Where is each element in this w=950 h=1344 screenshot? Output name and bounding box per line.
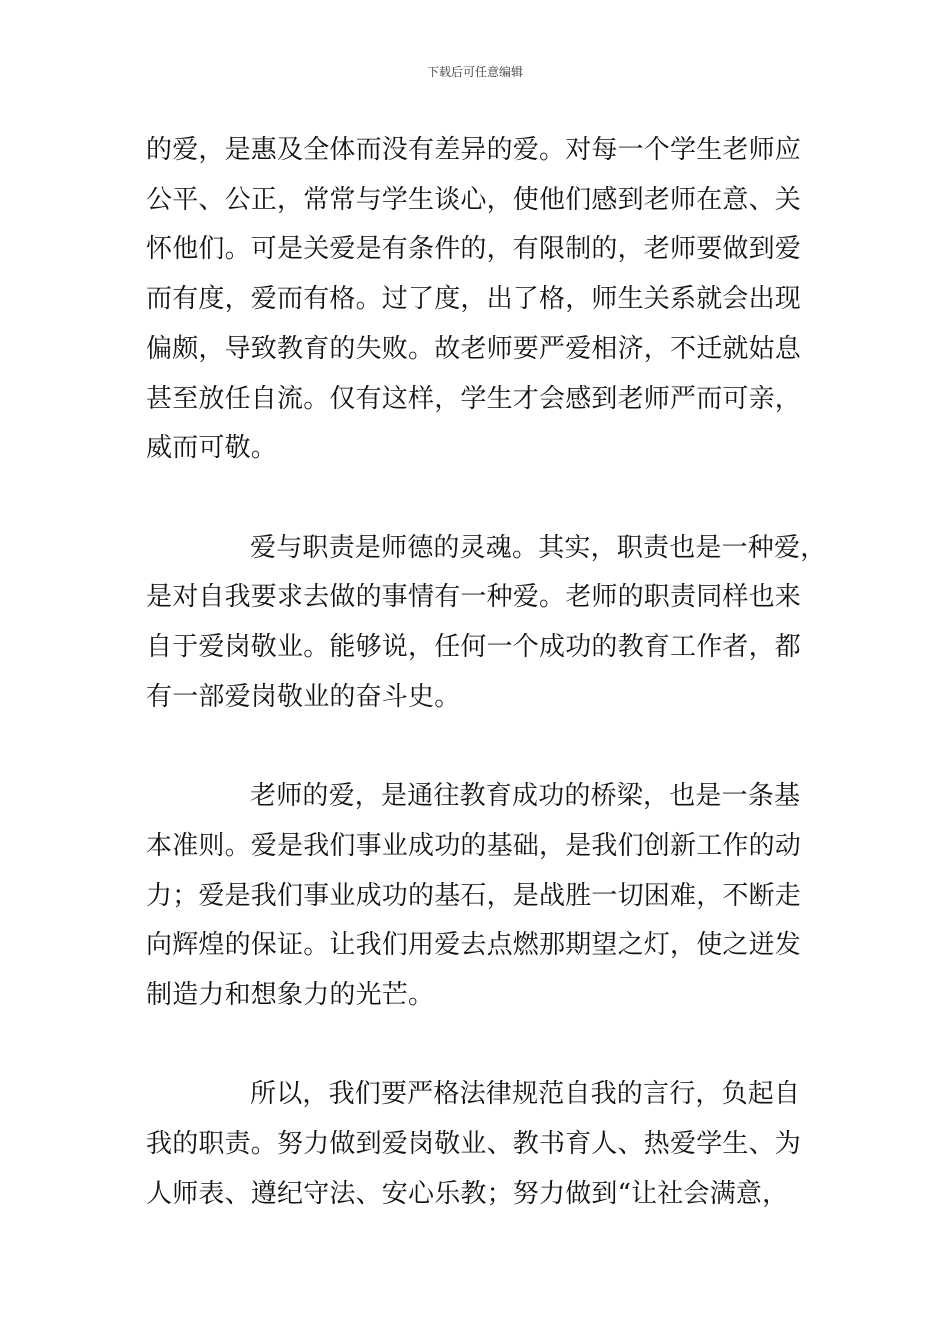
text-line: 向辉煌的保证。让我们用爱去点燃那期望之灯，使之迸发	[146, 930, 802, 960]
text-line: 是对自我要求去做的事情有一种爱。老师的职责同样也来	[146, 582, 802, 612]
paragraph-first-line: 爱与职责是师德的灵魂。其实，职责也是一种爱，	[250, 533, 827, 563]
text-line: 公平、公正，常常与学生谈心，使他们感到老师在意、关	[146, 185, 802, 215]
text-line: 而有度，爱而有格。过了度，出了格，师生关系就会出现	[146, 284, 802, 314]
page-header: 下载后可任意编辑	[426, 65, 523, 79]
text-line: 的爱，是惠及全体而没有差异的爱。对每一个学生老师应	[146, 135, 802, 165]
text-line: 力；爱是我们事业成功的基石，是战胜一切困难，不断走	[146, 881, 802, 911]
text-line: 自于爱岗敬业。能够说，任何一个成功的教育工作者，都	[146, 632, 802, 662]
text-line: 本准则。爱是我们事业成功的基础，是我们创新工作的动	[146, 831, 802, 861]
text-line: 偏颇，导致教育的失败。故老师要严爱相济，不迁就姑息	[146, 334, 802, 364]
text-line: 威而可敬。	[146, 433, 278, 463]
paragraph-first-line: 所以，我们要严格法律规范自我的言行，负起自	[250, 1079, 801, 1109]
text-line: 甚至放任自流。仅有这样，学生才会感到老师严而可亲，	[146, 384, 802, 414]
text-line: 制造力和想象力的光芒。	[146, 980, 435, 1010]
text-line: 人师表、遵纪守法、安心乐教；努力做到“让社会满意，	[146, 1179, 789, 1209]
text-line: 我的职责。努力做到爱岗敬业、教书育人、热爱学生、为	[146, 1129, 802, 1159]
paragraph-first-line: 老师的爱，是通往教育成功的桥梁，也是一条基	[250, 781, 801, 811]
text-line: 怀他们。可是关爱是有条件的，有限制的，老师要做到爱	[146, 234, 802, 264]
text-line: 有一部爱岗敬业的奋斗史。	[146, 682, 461, 712]
